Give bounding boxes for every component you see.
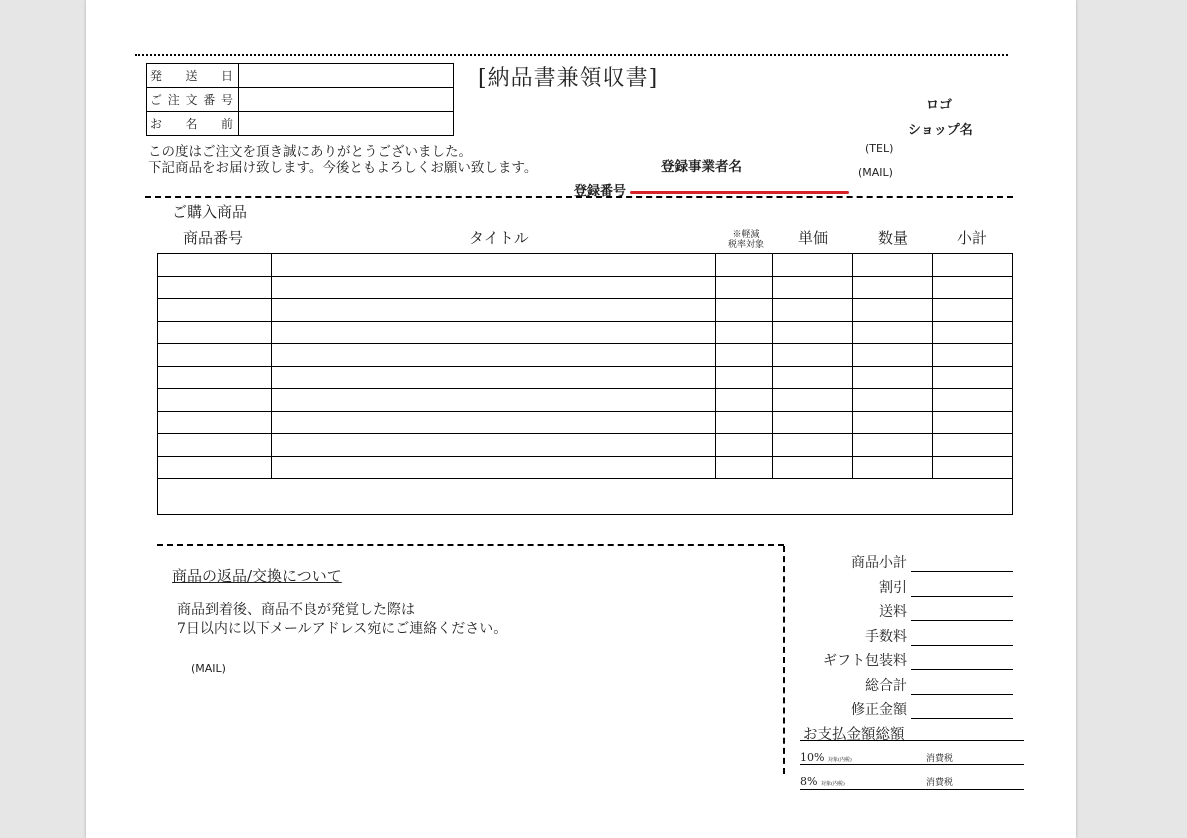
col-unit-price: 単価	[798, 229, 829, 247]
name-char: 前	[220, 117, 235, 131]
name-field	[239, 112, 454, 136]
col-reduced-tax-note	[722, 230, 770, 250]
item-cell	[158, 411, 272, 434]
item-cell	[272, 299, 716, 322]
order-number-char: ご	[150, 93, 165, 107]
registration-number-underline	[630, 191, 849, 194]
summary-label: 手数料	[865, 628, 907, 645]
item-cell	[933, 254, 1013, 277]
item-cell	[933, 366, 1013, 389]
item-cell	[716, 254, 773, 277]
item-cell	[158, 254, 272, 277]
returns-line: 7日以内に以下メールアドレス宛にご連絡ください。	[177, 621, 508, 637]
top-dotted-rule	[135, 54, 1008, 56]
item-cell	[716, 299, 773, 322]
reduced-tax-note-line: ※軽減	[732, 230, 760, 240]
item-cell	[272, 456, 716, 479]
greeting-line: 下記商品をお届け致します。今後ともよろしくお願い致します。	[148, 160, 538, 176]
item-cell	[773, 344, 853, 367]
item-cell	[158, 321, 272, 344]
summary-row	[790, 675, 1013, 697]
item-cell	[158, 299, 272, 322]
info-row-ship-date	[147, 64, 454, 88]
summary-value-line	[911, 620, 1013, 621]
item-row	[158, 434, 1013, 457]
shop-name: ショップ名	[908, 123, 973, 138]
item-cell	[773, 411, 853, 434]
item-cell	[773, 389, 853, 412]
summary-row	[790, 552, 1013, 574]
item-row	[158, 254, 1013, 277]
col-product-number: 商品番号	[183, 229, 244, 247]
item-cell	[933, 321, 1013, 344]
returns-mail: (MAIL)	[191, 662, 226, 675]
summary-label: 修正金額	[851, 702, 907, 718]
col-title: タイトル	[469, 229, 529, 247]
item-cell	[853, 299, 933, 322]
order-info-table	[146, 63, 454, 136]
document-title: [納品書兼領収書]	[478, 66, 659, 91]
item-cell	[933, 434, 1013, 457]
item-cell	[773, 366, 853, 389]
col-quantity: 数量	[878, 229, 909, 247]
item-cell	[272, 321, 716, 344]
order-number-char: 号	[220, 93, 235, 107]
item-cell	[716, 411, 773, 434]
item-cell	[272, 254, 716, 277]
order-number-char: 文	[185, 93, 200, 107]
summary-row	[790, 626, 1013, 648]
item-cell	[272, 389, 716, 412]
item-cell	[773, 321, 853, 344]
tax-line-10	[800, 764, 1024, 765]
item-cell	[158, 389, 272, 412]
item-cell	[853, 366, 933, 389]
seller-tel: (TEL)	[865, 142, 894, 155]
items-notes-cell	[158, 479, 1013, 515]
tax-row-8	[800, 775, 1024, 788]
ship-date-field	[239, 64, 454, 88]
summary-value-line	[911, 596, 1013, 597]
name-char: お	[150, 117, 165, 131]
item-cell	[272, 344, 716, 367]
item-cell	[716, 321, 773, 344]
order-number-char: 注	[167, 93, 182, 107]
item-cell	[158, 434, 272, 457]
item-cell	[773, 254, 853, 277]
reduced-tax-note-line: 税率対象	[727, 240, 764, 250]
summary-value-line	[911, 645, 1013, 646]
item-cell	[853, 254, 933, 277]
item-cell	[933, 389, 1013, 412]
item-cell	[158, 366, 272, 389]
summary-value-line	[911, 694, 1013, 695]
item-cell	[716, 366, 773, 389]
item-cell	[933, 276, 1013, 299]
ship-date-char: 発	[150, 69, 165, 83]
returns-text	[177, 601, 507, 639]
item-cell	[853, 456, 933, 479]
returns-heading: 商品の返品/交換について	[172, 567, 342, 585]
ship-date-char: 日	[220, 69, 235, 83]
seller-mail: (MAIL)	[858, 166, 893, 179]
item-cell	[716, 344, 773, 367]
item-cell	[933, 411, 1013, 434]
tax-rate: 10%	[800, 751, 825, 764]
item-cell	[773, 299, 853, 322]
registration-number-label: 登録番号	[574, 184, 627, 199]
summary-row	[790, 601, 1013, 623]
item-cell	[716, 389, 773, 412]
returns-divider	[157, 544, 784, 546]
item-cell	[158, 456, 272, 479]
item-cell	[773, 434, 853, 457]
name-char: 名	[185, 117, 200, 131]
tax-row-10	[800, 751, 1024, 764]
item-cell	[716, 434, 773, 457]
summary-label: ギフト包装料	[823, 653, 907, 669]
tax-label: 消費税	[926, 778, 954, 788]
tax-target: 対象(内税)	[827, 757, 852, 763]
item-cell	[716, 276, 773, 299]
registered-business-name: 登録事業者名	[661, 159, 742, 175]
item-cell	[272, 276, 716, 299]
item-cell	[853, 411, 933, 434]
summary-value-line	[911, 718, 1013, 719]
order-number-field	[239, 88, 454, 112]
item-cell	[933, 344, 1013, 367]
section-divider	[145, 196, 1013, 198]
item-cell	[773, 456, 853, 479]
item-row	[158, 321, 1013, 344]
item-cell	[853, 434, 933, 457]
tax-rate: 8%	[800, 775, 818, 788]
info-row-name	[147, 112, 454, 136]
item-cell	[853, 344, 933, 367]
item-row	[158, 411, 1013, 434]
total-payment-label: お支払金額総額	[803, 727, 905, 743]
info-row-order-number	[147, 88, 454, 112]
col-subtotal: 小計	[957, 229, 988, 247]
item-cell	[853, 276, 933, 299]
item-cell	[933, 299, 1013, 322]
item-cell	[773, 276, 853, 299]
item-row	[158, 299, 1013, 322]
summary-label: 総合計	[865, 677, 907, 694]
tax-target: 対象(内税)	[820, 781, 845, 787]
order-number-char: 番	[203, 93, 218, 107]
item-row	[158, 366, 1013, 389]
summary-row	[790, 650, 1013, 672]
logo-placeholder: ロゴ	[926, 98, 953, 113]
total-payment-line	[800, 740, 1024, 741]
item-cell	[933, 456, 1013, 479]
summary-label: 送料	[879, 604, 907, 620]
greeting-text	[148, 144, 537, 176]
item-row	[158, 389, 1013, 412]
summary-label: 商品小計	[851, 555, 907, 571]
item-row	[158, 344, 1013, 367]
item-cell	[716, 456, 773, 479]
purchase-heading: ご購入商品	[172, 203, 248, 221]
summary-row	[790, 699, 1013, 721]
item-cell	[158, 344, 272, 367]
item-cell	[272, 434, 716, 457]
item-cell	[272, 411, 716, 434]
items-table	[157, 253, 1013, 515]
tax-line-8	[800, 789, 1024, 790]
summary-row	[790, 577, 1013, 599]
item-row	[158, 456, 1013, 479]
item-cell	[158, 276, 272, 299]
item-row	[158, 276, 1013, 299]
tax-label: 消費税	[926, 754, 954, 764]
items-notes-row	[158, 479, 1013, 515]
item-cell	[853, 321, 933, 344]
summary-value-line	[911, 669, 1013, 670]
item-cell	[272, 366, 716, 389]
summary-value-line	[911, 571, 1013, 572]
item-cell	[853, 389, 933, 412]
returns-line: 商品到着後、商品不良が発覚した際は	[177, 602, 415, 618]
summary-label: 割引	[879, 579, 907, 596]
greeting-line: この度はご注文を頂き誠にありがとうございました。	[148, 144, 472, 160]
ship-date-char: 送	[185, 69, 200, 83]
summary-divider	[783, 546, 785, 774]
items-table-body	[158, 254, 1013, 515]
